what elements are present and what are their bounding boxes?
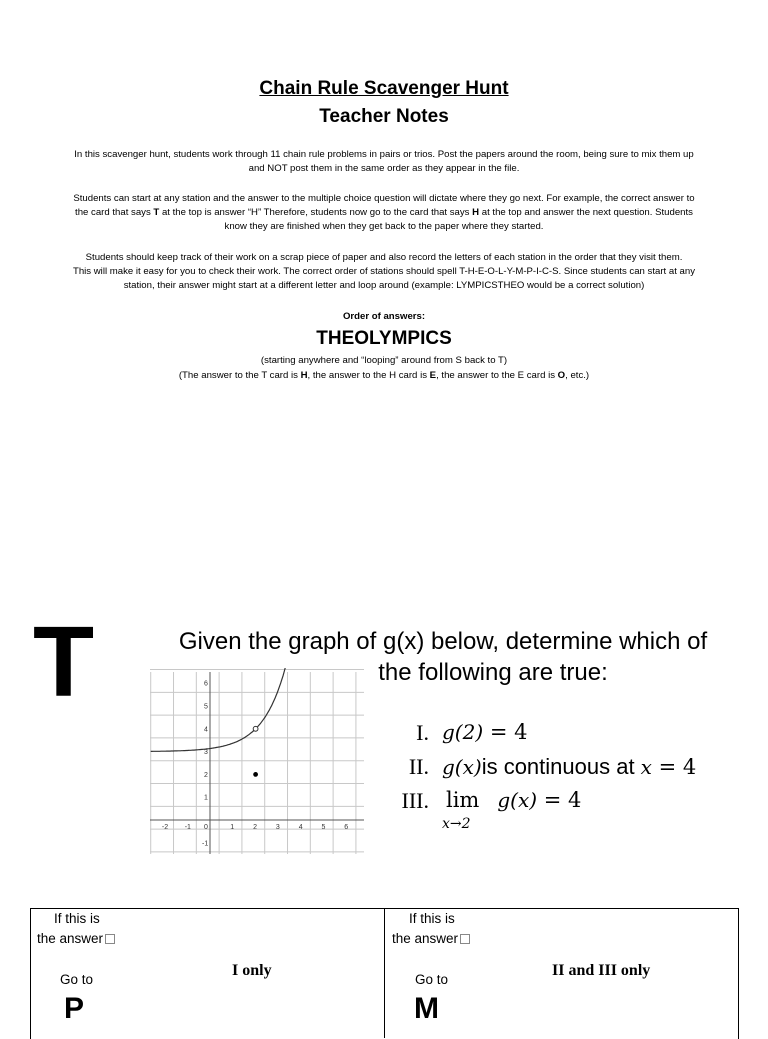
y-tick-label: 1: [204, 794, 208, 802]
text-run-bold: H: [472, 207, 480, 218]
text-run-bold: O: [557, 370, 566, 381]
text-run-bold: E: [429, 370, 437, 381]
x-tick-label: -1: [184, 824, 191, 831]
text-line: Students can start at any station and the answer to the multiple choice question will dictate where they go next. For example, the correct answer to: [73, 193, 695, 204]
cell-label: If this is: [409, 911, 455, 926]
instructions-paragraph-2: [28, 192, 740, 234]
table-divider: [384, 908, 385, 1038]
answer-cell-2: [392, 909, 470, 949]
math-function: g(2): [442, 720, 484, 744]
instructions-paragraph-1: [28, 148, 740, 176]
goto-letter-1: P: [64, 992, 85, 1025]
page-title: Chain Rule Scavenger Hunt: [259, 78, 509, 99]
text-run-bold: H: [300, 370, 308, 381]
checkbox-icon: [460, 934, 470, 944]
math-function: g(x): [442, 755, 482, 779]
math-variable: x: [640, 755, 652, 779]
x-tick-label: 3: [275, 824, 280, 831]
x-tick-label: 0: [204, 824, 208, 831]
option-numeral: III.: [401, 788, 429, 813]
answer-choice-2: II and III only: [552, 962, 651, 979]
instructions-paragraph-3: [28, 251, 740, 293]
answer-word: THEOLYMPICS: [316, 328, 452, 349]
order-label: Order of answers:: [342, 311, 426, 322]
text-line: This will make it easy for you to check their work. The correct order of stations should spell T-H-E-O-L-Y-M-P-I-C-S. Since students can start at any: [72, 266, 696, 277]
y-tick-label: -1: [202, 840, 209, 848]
order-note-2: [0, 369, 768, 383]
text-line: Students should keep track of their work on a scrap piece of paper and also record the letters of each station in the order that they visit them.: [85, 252, 683, 263]
x-tick-label: 6: [344, 824, 349, 831]
card-letter: T: [33, 606, 95, 718]
cell-label-text: the answer: [37, 931, 104, 946]
cell-label-text: the answer: [392, 931, 459, 946]
text-line: know they are finished when they get back to the paper where they started.: [224, 221, 544, 232]
math-function: g(x): [497, 788, 538, 812]
y-tick-label: 3: [204, 749, 208, 757]
text-run: , the answer to the E card is: [436, 370, 558, 381]
text-run: at the top is answer “H” Therefore, students now go to the card that says: [159, 207, 473, 218]
goto-label-2: Go to: [415, 972, 449, 987]
option-text: = 4: [483, 720, 528, 744]
answer-choice-1: I only: [232, 962, 272, 979]
text-line: station, their answer might start at a different letter and loop around (example: LYMPICSTHEO would be a correct solution): [123, 280, 645, 291]
x-tick-label: -2: [161, 824, 169, 831]
option-expression: [442, 754, 696, 780]
option-numeral: II.: [408, 754, 429, 779]
x-tick-label: 1: [230, 824, 235, 831]
cell-label: If this is: [54, 911, 100, 926]
option-expression: [446, 788, 581, 812]
cell-label: [37, 929, 115, 949]
text-line: [28, 206, 740, 220]
text-run: the card that says: [75, 207, 154, 218]
x-tick-label: 4: [298, 824, 303, 831]
x-tick-label: 2: [253, 824, 258, 831]
option-text: = 4: [537, 788, 582, 812]
closed-point: [253, 772, 258, 777]
x-tick-label: 5: [321, 824, 326, 831]
text-line: and NOT post them in the same order as they appear in the file.: [248, 163, 520, 174]
y-tick-label: 6: [204, 680, 208, 688]
y-tick-label: 5: [204, 703, 208, 711]
text-run: at the top and answer the next question. Students: [479, 207, 693, 218]
order-note-1: (starting anywhere and “looping” around from S back to T): [260, 355, 508, 366]
y-tick-labels: [202, 681, 208, 848]
function-graph: [148, 668, 366, 856]
cell-label: [392, 929, 470, 949]
answer-cell-1: [37, 909, 115, 949]
question-line: Given the graph of g(x) below, determine which of: [178, 628, 708, 655]
question-line: the following are true:: [378, 659, 608, 686]
option-numeral: I.: [416, 720, 429, 745]
open-point: [253, 726, 258, 731]
goto-label-1: Go to: [60, 972, 94, 987]
y-tick-label: 4: [204, 726, 208, 734]
text-run: (The answer to the T card is: [178, 370, 301, 381]
text-run: , etc.): [565, 370, 590, 381]
options-list: [384, 718, 744, 848]
checkbox-icon: [105, 934, 115, 944]
limit-subscript: x→2: [442, 816, 471, 832]
function-curve: [151, 668, 296, 751]
limit-operator: lim: [446, 788, 480, 812]
y-tick-label: 2: [204, 771, 208, 779]
option-text: = 4: [651, 755, 697, 779]
text-line: In this scavenger hunt, students work through 11 chain rule problems in pairs or trios. Post the papers around the room, being sure to mix them up: [74, 149, 694, 160]
goto-letter-2: M: [414, 992, 439, 1025]
option-expression: [442, 720, 527, 744]
text-run: , the answer to the H card is: [307, 370, 430, 381]
text-run-bold: T: [153, 207, 160, 218]
page-subtitle: Teacher Notes: [319, 106, 449, 127]
option-text: is continuous at: [481, 754, 641, 779]
x-tick-labels: [162, 824, 348, 831]
